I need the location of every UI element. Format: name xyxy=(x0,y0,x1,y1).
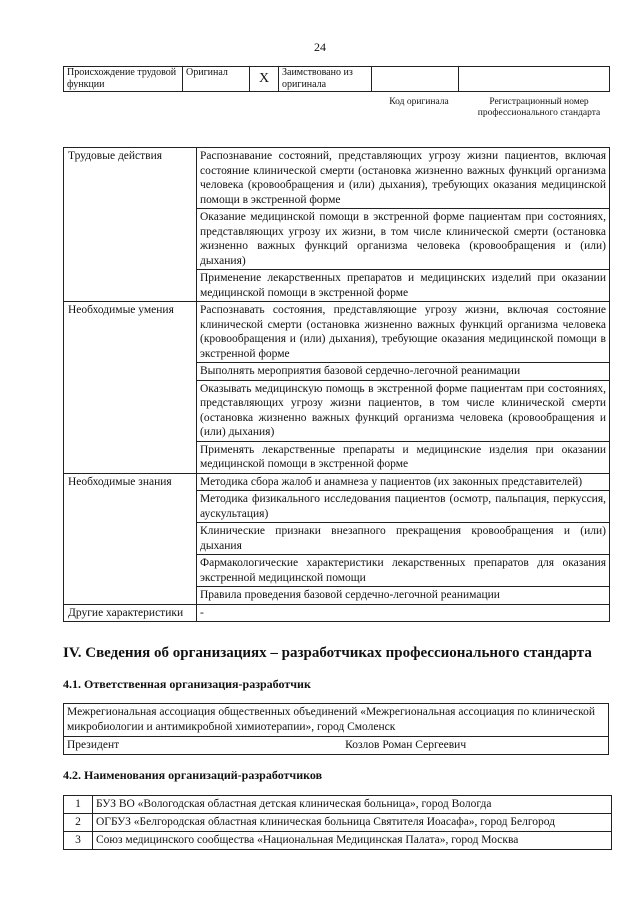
labor-function-table xyxy=(63,147,610,622)
knowledge-item: Методика сбора жалоб и анамнеза у пациентов (их законных представителей) xyxy=(197,473,610,491)
developer-name: БУЗ ВО «Вологодская областная детская клиническая больница», город Вологда xyxy=(93,796,612,814)
origin-label: Происхождение трудовой функции xyxy=(64,67,183,92)
developer-name: ОГБУЗ «Белгородская областная клиническая больница Святителя Иоасафа», город Белгород xyxy=(93,814,612,832)
labor-actions-label: Трудовые действия xyxy=(64,148,197,302)
labor-action-item: Оказание медицинской помощи в экстренной форме пациентам при состояниях, представляющих угрозу их жизни, в том числе клинической смерти (остановка жизненно важных функций организма человека (кровообращения и (или) дыхания) xyxy=(197,209,610,270)
responsible-org-table xyxy=(63,703,609,755)
developer-number: 1 xyxy=(64,796,93,814)
subsection-heading-developers: 4.2. Наименования организаций-разработчиков xyxy=(63,768,323,782)
origin-code-cell xyxy=(372,67,459,92)
knowledge-item: Правила проведения базовой сердечно-легочной реанимации xyxy=(197,587,610,605)
labor-action-item: Распознавание состояний, представляющих угрозу жизни пациентов, включая состояние клинической смерти (остановка жизненно важных функций организма человека (кровообращения и (или) дыхания), требующих оказания медицинской помощи в экстренной форме xyxy=(197,148,610,209)
origin-borrowed: Заимствовано из оригинала xyxy=(279,67,372,92)
origin-reg-cell xyxy=(459,67,610,92)
knowledge-item: Фармакологические характеристики лекарственных препаратов для оказания экстренной медицинской помощи xyxy=(197,555,610,587)
skill-item: Выполнять мероприятия базовой сердечно-легочной реанимации xyxy=(197,363,610,381)
origin-table xyxy=(63,66,610,92)
responsible-org-name: Межрегиональная ассоциация общественных объединений «Межрегиональная ассоциация по клинической микробиологии и антимикробной химиотерапии», город Смоленск xyxy=(64,704,609,737)
developers-table xyxy=(63,795,612,850)
developer-number: 3 xyxy=(64,832,93,850)
other-characteristics-value: - xyxy=(197,604,610,622)
origin-mark: X xyxy=(250,67,279,92)
developer-number: 2 xyxy=(64,814,93,832)
knowledge-label: Необходимые знания xyxy=(64,473,197,604)
skills-label: Необходимые умения xyxy=(64,302,197,474)
other-characteristics-label: Другие характеристики xyxy=(64,604,197,622)
position: Президент xyxy=(67,739,120,751)
page-number: 24 xyxy=(314,40,326,54)
origin-original: Оригинал xyxy=(183,67,250,92)
skill-item: Распознавать состояния, представляющие угрозу жизни, включая состояние клинической смерти (остановка жизненно важных функций организма человека (кровообращения и (или) дыхания), требующие оказания медицинской помощи в экстренной форме xyxy=(197,302,610,363)
person-name: Козлов Роман Сергеевич xyxy=(345,739,467,751)
skill-item: Оказывать медицинскую помощь в экстренной форме пациентам при состояниях, представляющих угрозу жизни пациентов, в том числе клинической смерти (остановка жизненно важных функций организма человека (кровообращения и (или) дыхания) xyxy=(197,380,610,441)
code-caption: Код оригинала xyxy=(389,97,449,107)
skill-item: Применять лекарственные препараты и медицинские изделия при оказании медицинской помощи в экстренной форме xyxy=(197,441,610,473)
developer-name: Союз медицинского сообщества «Национальная Медицинская Палата», город Москва xyxy=(93,832,612,850)
reg-number-caption: Регистрационный номер профессионального стандарта xyxy=(477,97,601,118)
subsection-heading-responsible: 4.1. Ответственная организация-разработчик xyxy=(63,677,311,691)
knowledge-item: Клинические признаки внезапного прекращения кровообращения и (или) дыхания xyxy=(197,523,610,555)
section-heading: IV. Сведения об организациях – разработчиках профессионального стандарта xyxy=(63,645,592,661)
labor-action-item: Применение лекарственных препаратов и медицинских изделий при оказании медицинской помощи в экстренной форме xyxy=(197,270,610,302)
responsible-person-row xyxy=(64,737,609,755)
knowledge-item: Методика физикального исследования пациентов (осмотр, пальпация, перкуссия, аускультация) xyxy=(197,491,610,523)
